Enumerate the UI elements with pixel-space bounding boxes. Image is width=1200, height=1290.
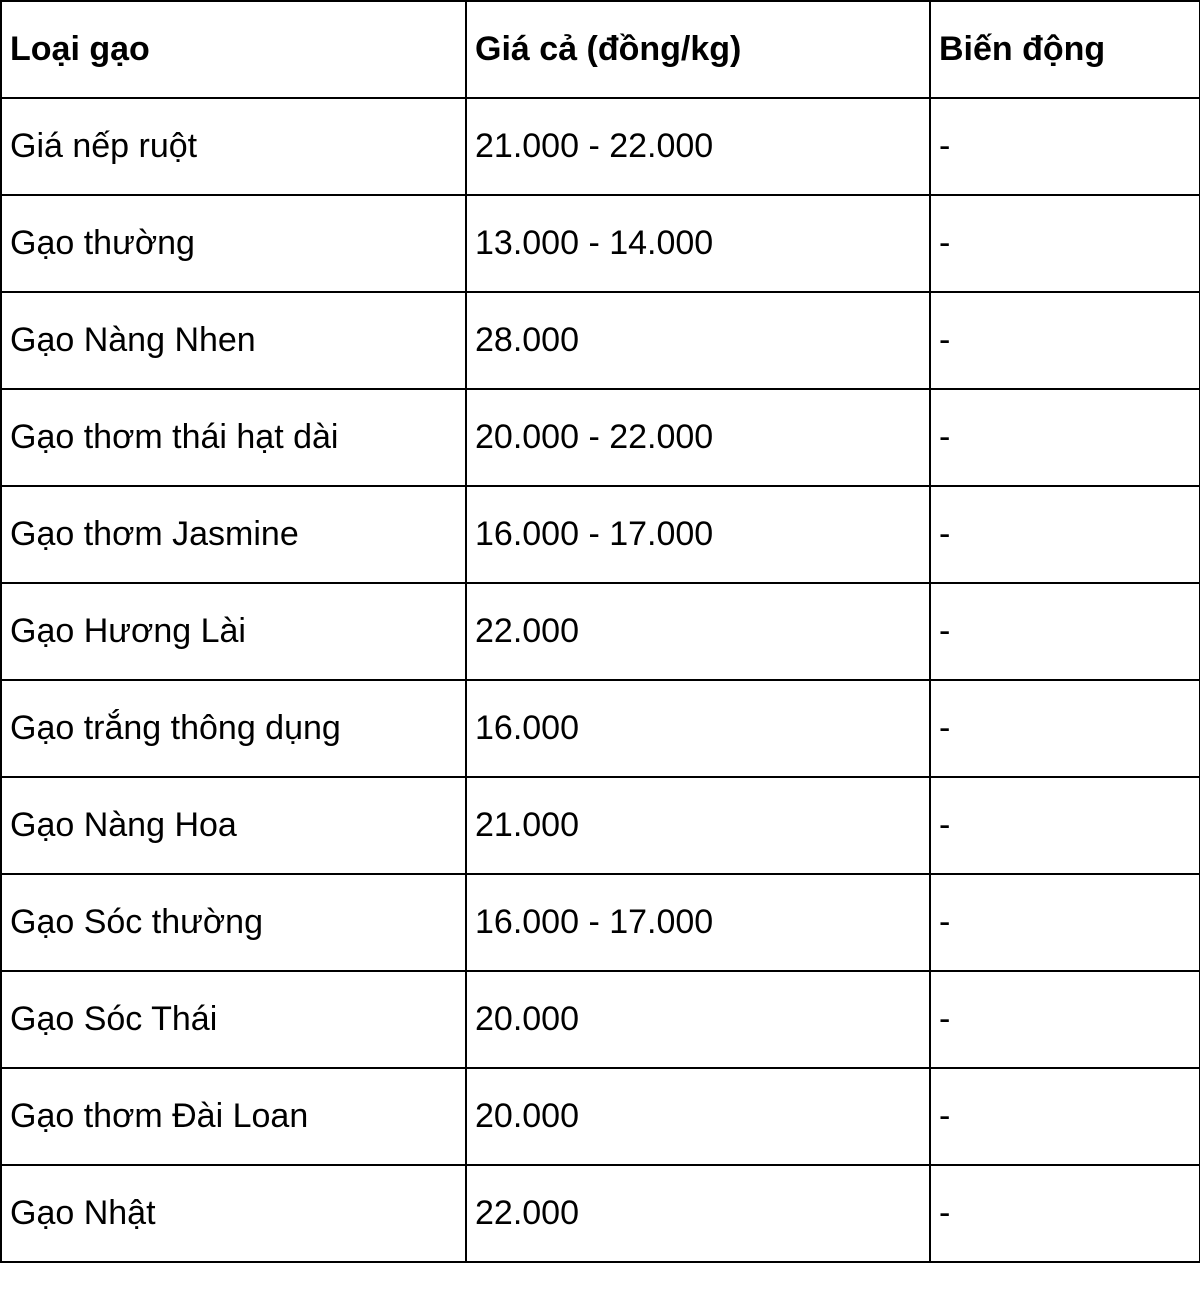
rice-type-cell: Gạo Nàng Nhen [1, 292, 466, 389]
table-header-row [1, 1, 1200, 98]
price-cell: 16.000 - 17.000 [466, 874, 930, 971]
price-cell: 21.000 - 22.000 [466, 98, 930, 195]
table-row [1, 971, 1200, 1068]
header-rice-type: Loại gạo [1, 1, 466, 98]
table-row [1, 680, 1200, 777]
price-cell: 16.000 - 17.000 [466, 486, 930, 583]
change-cell: - [930, 971, 1200, 1068]
price-cell: 22.000 [466, 583, 930, 680]
price-cell: 28.000 [466, 292, 930, 389]
price-cell: 16.000 [466, 680, 930, 777]
rice-type-cell: Gạo Sóc thường [1, 874, 466, 971]
table-row [1, 1068, 1200, 1165]
rice-type-cell: Gạo Sóc Thái [1, 971, 466, 1068]
header-change: Biến động [930, 1, 1200, 98]
change-cell: - [930, 1165, 1200, 1262]
header-price: Giá cả (đồng/kg) [466, 1, 930, 98]
price-cell: 20.000 [466, 971, 930, 1068]
rice-type-cell: Gạo trắng thông dụng [1, 680, 466, 777]
change-cell: - [930, 1068, 1200, 1165]
price-cell: 20.000 [466, 1068, 930, 1165]
table-row [1, 1165, 1200, 1262]
price-cell: 21.000 [466, 777, 930, 874]
table-row [1, 98, 1200, 195]
change-cell: - [930, 292, 1200, 389]
change-cell: - [930, 777, 1200, 874]
price-cell: 20.000 - 22.000 [466, 389, 930, 486]
table-row [1, 292, 1200, 389]
price-cell: 22.000 [466, 1165, 930, 1262]
rice-type-cell: Gạo thơm thái hạt dài [1, 389, 466, 486]
rice-type-cell: Giá nếp ruột [1, 98, 466, 195]
change-cell: - [930, 874, 1200, 971]
table-row [1, 777, 1200, 874]
change-cell: - [930, 389, 1200, 486]
rice-type-cell: Gạo thơm Jasmine [1, 486, 466, 583]
change-cell: - [930, 680, 1200, 777]
table-row [1, 583, 1200, 680]
rice-type-cell: Gạo thường [1, 195, 466, 292]
change-cell: - [930, 486, 1200, 583]
rice-type-cell: Gạo thơm Đài Loan [1, 1068, 466, 1165]
rice-type-cell: Gạo Nàng Hoa [1, 777, 466, 874]
change-cell: - [930, 583, 1200, 680]
price-cell: 13.000 - 14.000 [466, 195, 930, 292]
table-row [1, 874, 1200, 971]
table-row [1, 389, 1200, 486]
rice-type-cell: Gạo Nhật [1, 1165, 466, 1262]
table-row [1, 486, 1200, 583]
change-cell: - [930, 195, 1200, 292]
change-cell: - [930, 98, 1200, 195]
table-row [1, 195, 1200, 292]
rice-type-cell: Gạo Hương Lài [1, 583, 466, 680]
